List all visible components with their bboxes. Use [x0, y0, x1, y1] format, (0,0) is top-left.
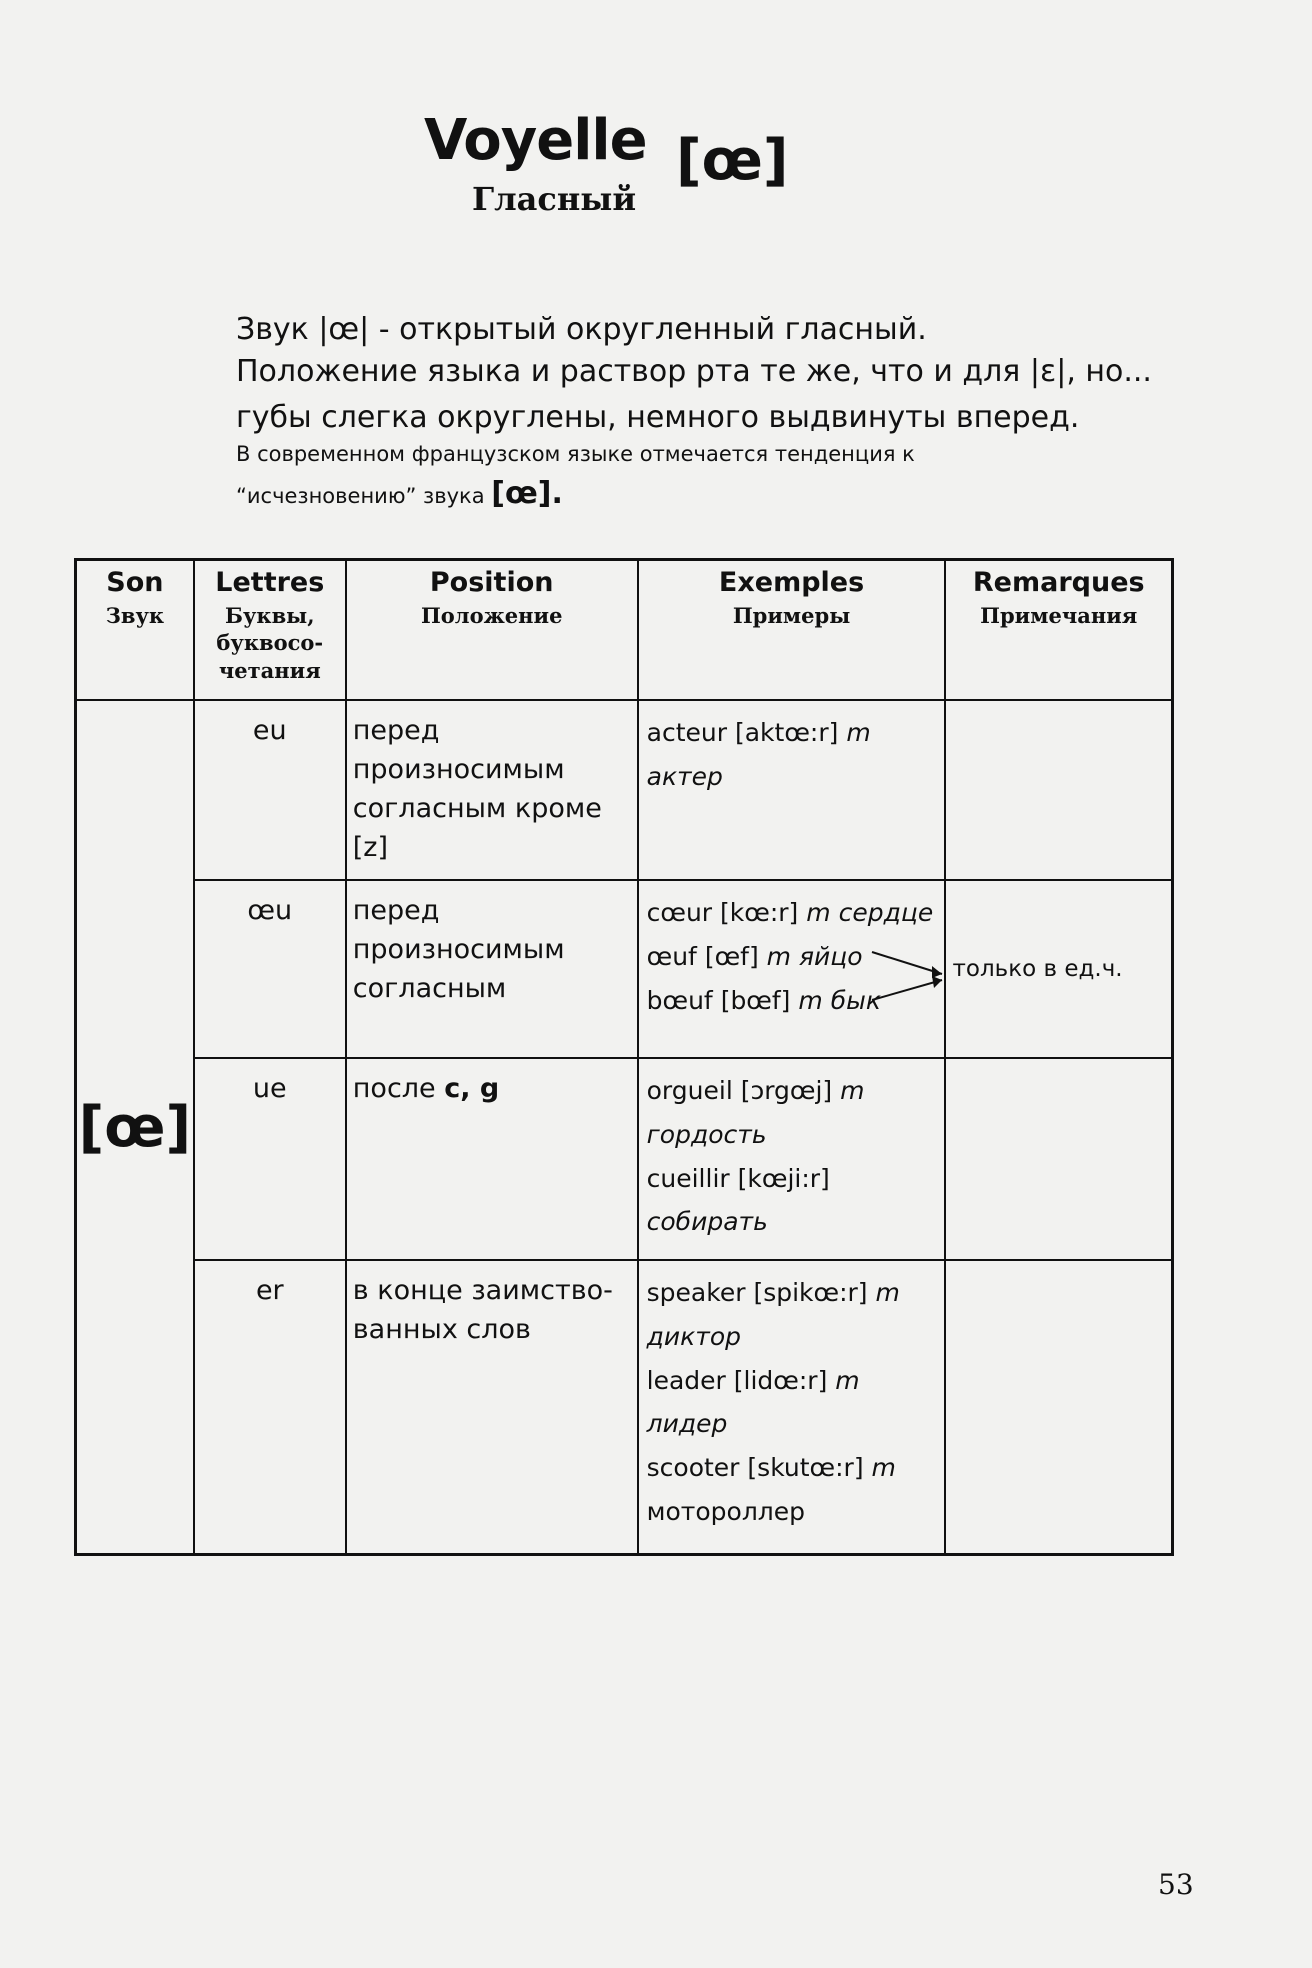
position-text: после [352, 1073, 436, 1104]
example-transcription: [spikœ:r] [753, 1278, 868, 1307]
arrowhead-icon [932, 976, 942, 988]
example-word: cueillir [646, 1163, 730, 1193]
example-translation: мотороллер [646, 1496, 806, 1526]
page-number: 53 [1158, 1868, 1194, 1901]
example-translation: актер [646, 761, 723, 791]
intro-note: В современном французском языке отмечается тенденция к [236, 442, 915, 466]
example-gender: m [766, 941, 792, 971]
example-transcription: [aktœ:r] [734, 718, 839, 747]
example-item [647, 1446, 937, 1534]
intro-note-symbol: [œ]. [491, 476, 563, 511]
header-position-ru: Положение [420, 603, 563, 628]
remark-cell [945, 700, 1172, 880]
header-son-fr: Son [106, 567, 164, 598]
header-examples [638, 560, 946, 701]
example-word: œuf [646, 941, 697, 971]
examples-cell [638, 1260, 946, 1555]
example-gender: m [840, 1076, 865, 1105]
arrow-line-icon [872, 980, 942, 1000]
example-item [647, 1069, 937, 1157]
arrowhead-icon [932, 966, 942, 978]
letters-cell: er [194, 1260, 346, 1555]
header-examples-fr: Exemples [718, 567, 865, 598]
example-word: scooter [646, 1453, 740, 1482]
remark-cell [945, 1260, 1172, 1555]
example-item [647, 1359, 937, 1447]
header-position-fr: Position [429, 567, 554, 598]
position-cell [346, 1058, 638, 1260]
example-item [647, 1271, 937, 1359]
page-subtitle: Гласный [472, 180, 637, 218]
example-gender: m [798, 985, 823, 1015]
header-examples-ru: Примеры [732, 603, 851, 628]
position-cell: перед произносимым согласным кроме [z] [346, 700, 638, 880]
intro-note-text: “исчезновению” звука [236, 484, 485, 508]
table-row [76, 1260, 1173, 1555]
sound-table [74, 558, 1174, 1556]
title-symbol: [œ] [676, 128, 789, 193]
table-row [76, 880, 1173, 1058]
example-word: bœuf [646, 985, 713, 1015]
example-transcription: [bœf] [720, 985, 791, 1015]
example-gender: m [875, 1278, 900, 1307]
example-transcription: [skutœ:r] [747, 1453, 864, 1482]
example-transcription: [lidœ:r] [733, 1365, 828, 1395]
example-translation: сердце [838, 898, 934, 927]
header-son [76, 560, 194, 701]
table-header-row [76, 560, 1173, 701]
header-letters-ru: Буквы, буквосо-четания [216, 603, 324, 683]
example-transcription: [ɔrgœj] [740, 1076, 833, 1105]
example-word: orgueil [646, 1076, 733, 1105]
remark-cell: только в ед.ч. [945, 880, 1172, 1058]
example-word: speaker [646, 1278, 746, 1307]
header-son-ru: Звук [105, 603, 165, 628]
example-translation: лидер [646, 1409, 728, 1439]
letters-cell: ue [194, 1058, 346, 1260]
example-word: cœur [646, 898, 713, 927]
example-word: leader [646, 1365, 726, 1395]
example-translation: собирать [646, 1207, 768, 1237]
remark-arrows [860, 940, 950, 1010]
example-translation: бык [830, 985, 881, 1015]
sound-cell: [œ] [76, 700, 194, 1555]
position-letters: c, g [444, 1073, 500, 1104]
position-cell: в конце заимство-ванных слов [346, 1260, 638, 1555]
arrow-line-icon [872, 952, 942, 974]
examples-cell [638, 1058, 946, 1260]
example-transcription: [œf] [704, 941, 759, 971]
intro-line: Звук |œ| - открытый округленный гласный. [236, 312, 927, 347]
example-gender: m [871, 1453, 896, 1482]
example-translation: гордость [646, 1119, 767, 1149]
example-translation: яйцо [798, 941, 863, 971]
example-translation: диктор [646, 1321, 742, 1351]
example-item [647, 891, 937, 935]
header-position [346, 560, 638, 701]
header-remarks [945, 560, 1172, 701]
remark-cell [945, 1058, 1172, 1260]
example-gender: m [806, 898, 831, 927]
header-remarks-ru: Примечания [980, 603, 1138, 628]
letters-cell: œu [194, 880, 346, 1058]
table-row [76, 1058, 1173, 1260]
example-item [647, 711, 937, 799]
example-transcription: [kœji:r] [737, 1163, 830, 1193]
page-title: Voyelle [424, 108, 647, 173]
header-remarks-fr: Remarques [972, 567, 1145, 598]
header-letters-fr: Lettres [215, 567, 325, 598]
intro-line: Положение языка и раствор рта те же, что и для |ɛ|, но... [236, 354, 1152, 389]
example-item [647, 1157, 937, 1245]
example-gender: m [835, 1365, 860, 1395]
position-cell: перед произносимым согласным [346, 880, 638, 1058]
examples-cell [638, 700, 946, 880]
example-transcription: [kœ:r] [720, 898, 799, 927]
example-word: acteur [646, 718, 728, 747]
table-row [76, 700, 1173, 880]
letters-cell: eu [194, 700, 346, 880]
header-letters [194, 560, 346, 701]
intro-note [236, 476, 1196, 511]
example-gender: m [846, 718, 871, 747]
intro-line: губы слегка округлены, немного выдвинуты вперед. [236, 400, 1080, 435]
